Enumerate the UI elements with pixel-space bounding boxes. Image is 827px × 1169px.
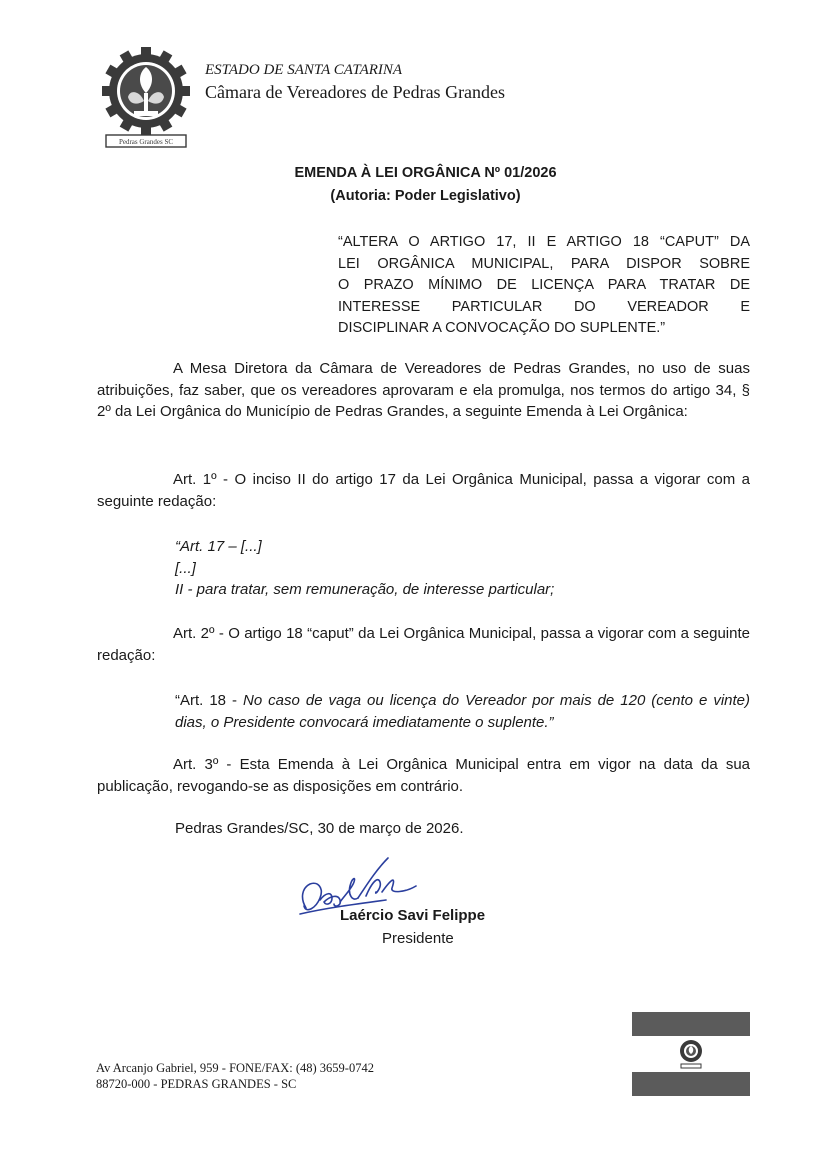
footer-address <box>96 1060 374 1092</box>
municipal-emblem-logo <box>100 45 192 149</box>
ementa-line: INTERESSE PARTICULAR DO VEREADOR E <box>338 298 750 315</box>
article-2-paragraph: Art. 2º - O artigo 18 “caput” da Lei Orgânica Municipal, passa a vigorar com a seguinte redação: <box>97 625 750 664</box>
ementa-summary <box>338 232 750 340</box>
footer-line: 88720-000 - PEDRAS GRANDES - SC <box>96 1077 297 1091</box>
article-3-paragraph: Art. 3º - Esta Emenda à Lei Orgânica Municipal entra em vigor na data da sua publicação, revogando-se as disposições em contrário. <box>97 756 750 795</box>
quote-line: [...] <box>175 559 196 577</box>
flag-emblem-icon <box>676 1038 706 1070</box>
preamble-paragraph: A Mesa Diretora da Câmara de Vereadores de Pedras Grandes, no uso de suas atribuições, faz saber, que os vereadores aprovaram e ela promulga, nos termos do artigo 34, § 2º da Lei Orgânica do Município de Pedras Grandes, a seguinte Emenda à Lei Orgânica: <box>97 360 750 420</box>
header-chamber-name: Câmara de Vereadores de Pedras Grandes <box>205 82 506 102</box>
footer-line: Av Arcanjo Gabriel, 959 - FONE/FAX: (48) 3659-0742 <box>96 1061 374 1075</box>
ementa-line: DISCIPLINAR A CONVOCAÇÃO DO SUPLENTE.” <box>338 320 666 336</box>
article-18-quote <box>175 690 750 733</box>
flag-band-top <box>632 1012 750 1036</box>
logo-banner-text: Pedras Grandes SC <box>118 138 174 146</box>
ementa-line: “ALTERA O ARTIGO 17, II E ARTIGO 18 “CAPUT” DA <box>338 234 750 250</box>
article-1-paragraph: Art. 1º - O inciso II do artigo 17 da Lei Orgânica Municipal, passa a vigorar com a seguinte redação: <box>97 471 750 510</box>
flag-band-bottom <box>632 1072 750 1096</box>
ementa-line: LEI ORGÂNICA MUNICIPAL, PARA DISPOR SOBRE <box>338 255 750 272</box>
signer-role: Presidente <box>382 930 454 947</box>
authorship: (Autoria: Poder Legislativo) <box>330 188 521 204</box>
municipal-flag <box>632 1012 750 1096</box>
quote-text: No caso de vaga ou licença do Vereador por mais de 120 (cento e vinte) dias, o Presidente convocará imediatamente o suplente.” <box>175 692 750 731</box>
quote-line: “Art. 17 – [...] <box>175 538 262 555</box>
header-state: ESTADO DE SANTA CATARINA <box>205 62 403 78</box>
quote-line: II - para tratar, sem remuneração, de interesse particular; <box>175 581 555 598</box>
quote-lead: “Art. 18 - <box>175 692 243 709</box>
amendment-number: EMENDA À LEI ORGÂNICA Nº 01/2026 <box>294 165 557 181</box>
place-and-date: Pedras Grandes/SC, 30 de março de 2026. <box>175 820 464 837</box>
signer-name: Laércio Savi Felippe <box>340 907 486 924</box>
article-17-quote <box>175 536 750 601</box>
document-title <box>0 162 827 208</box>
ementa-line: O PRAZO MÍNIMO DE LICENÇA PARA TRATAR DE <box>338 277 750 293</box>
